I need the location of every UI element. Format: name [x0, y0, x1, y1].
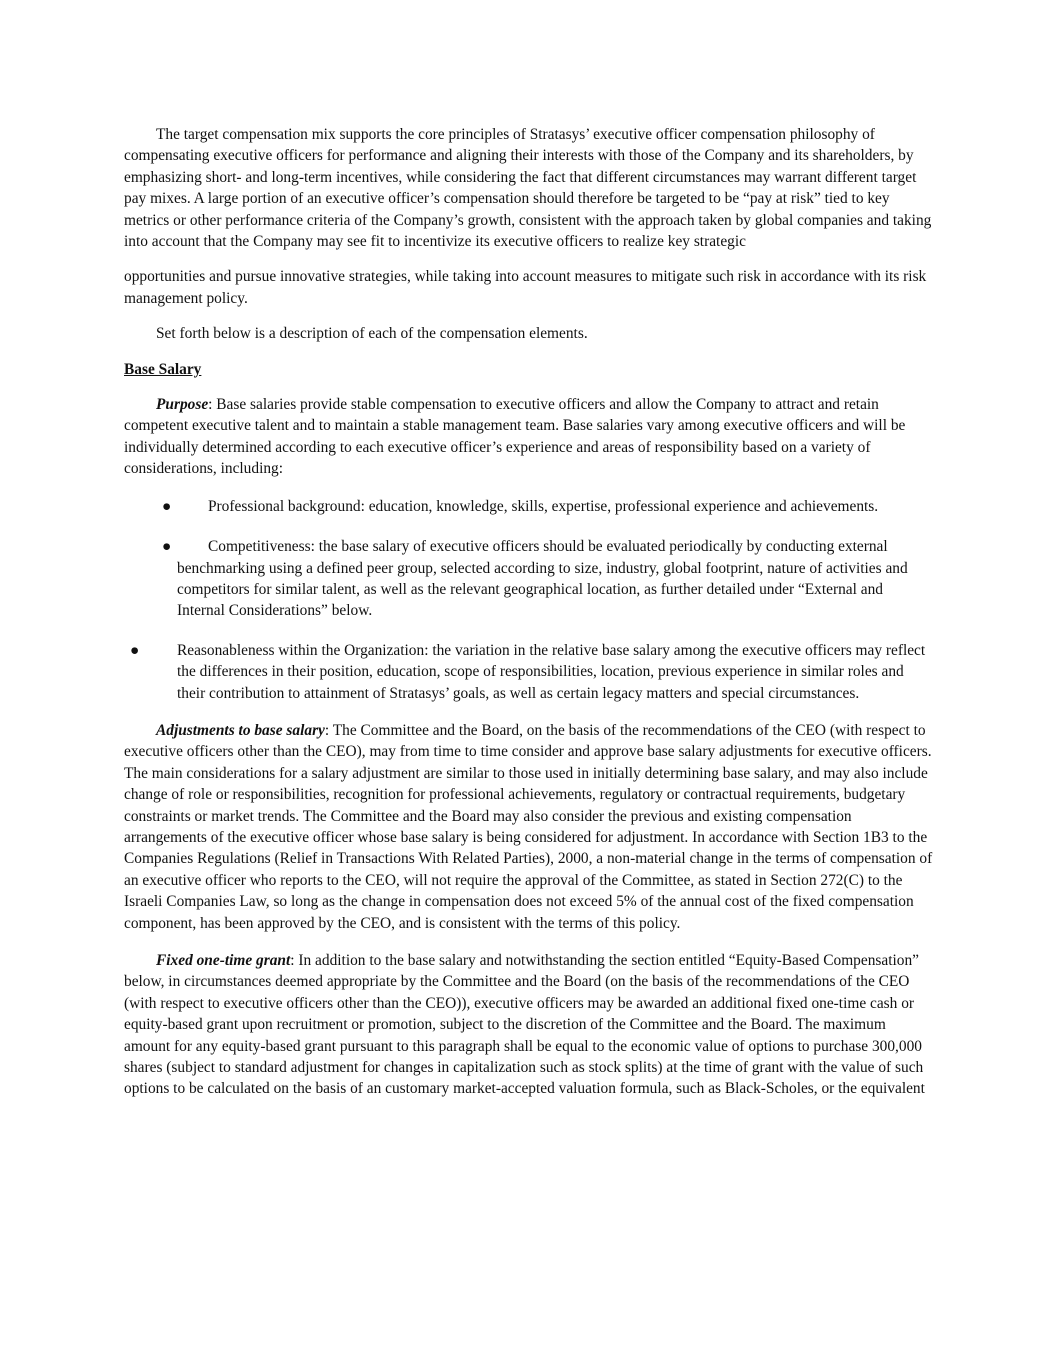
paragraph-purpose — [124, 394, 934, 480]
list-item-competitiveness — [124, 536, 934, 622]
considerations-list — [124, 496, 934, 704]
bullet-icon: ● — [130, 641, 140, 659]
onetime-text: : In addition to the base salary and notwithstanding the section entitled “Equity-Based Compensation” below, in circumstances deemed appropriate by the Committee and the Board (on the basis of the recommendations of the CEO (with respect to executive officers other than the CEO)), executive officers may be awarded an additional fixed one-time cash or equity-based grant upon recruitment or promotion, subject to the discretion of the Committee and the Board. The maximum amount for any equity-based grant pursuant to this paragraph shall be equal to the economic value of options to purchase 300,000 shares (subject to standard adjustment for changes in capitalization such as stock splits) at the time of grant with the value of such options to be calculated on the basis of an customary market-accepted valuation formula, such as Black-Scholes, or the equivalent — [124, 952, 925, 1098]
list-item-text: Competitiveness: the base salary of executive officers should be evaluated periodically by conducting external benchmarking using a defined peer group, selected according to size, industry, global footprint, nature of activities and competitors for similar talent, as well as the relevant geographical location, as further detailed under “External and Internal Considerations” below. — [177, 538, 908, 620]
paragraph-fixed-one-time-grant — [124, 950, 934, 1100]
document-page — [124, 124, 934, 1100]
paragraph-adjustments — [124, 720, 934, 934]
adjustments-text: : The Committee and the Board, on the basis of the recommendations of the CEO (with respect to executive officers other than the CEO), may from time to time consider and approve base salary adjustments for executive officers. The main considerations for a salary adjustment are similar to those used in initially determining base salary, and may also include change of role or responsibilities, recognition for professional achievements, regulatory or contractual requirements, budgetary constraints or market trends. The Committee and the Board may also consider the previous and existing compensation arrangements of the executive officer whose base salary is being considered for adjustment. In accordance with Section 1B3 to the Companies Regulations (Relief in Transactions With Related Parties), 2000, a non-material change in the terms of compensation of an executive officer who reports to the CEO, will not require the approval of the Committee, as stated in Section 272(C) to the Israeli Companies Law, so long as the change in compensation does not exceed 5% of the annual cost of the fixed compensation component, has been approved by the CEO, and is consistent with the terms of this policy. — [124, 721, 933, 932]
adjustments-lead: Adjustments to base salary — [156, 721, 325, 739]
heading-text: Base Salary — [124, 360, 202, 378]
bullet-icon: ● — [162, 497, 172, 515]
paragraph-compensation-mix-continued: opportunities and pursue innovative strategies, while taking into account measures to mitigate such risk in accordance with its risk management policy. — [124, 268, 927, 307]
purpose-lead: Purpose — [156, 396, 209, 414]
list-item-reasonableness — [124, 640, 934, 704]
paragraph-set-forth: Set forth below is a description of each of the compensation elements. — [156, 325, 588, 343]
bullet-icon: ● — [162, 538, 172, 556]
paragraph-compensation-mix: The target compensation mix supports the core principles of Stratasys’ executive officer compensation philosophy of compensating executive officers for performance and aligning their interests with those of the Company and its shareholders, by emphasizing short- and long-term incentives, while considering the fact that different circumstances may warrant different target pay mixes. A large portion of an executive officer’s compensation should therefore be targeted to be “pay at risk” tied to key metrics or other performance criteria of the Company’s growth, consistent with the approach taken by global companies and taking into account that the Company may see fit to incentivize its executive officers to realize key strategic — [124, 126, 932, 251]
purpose-text: : Base salaries provide stable compensation to executive officers and allow the Company to attract and retain competent executive talent and to maintain a stable management team. Base salaries vary among executive officers and will be individually determined according to each executive officer’s experience and areas of responsibility based on a variety of considerations, including: — [124, 396, 906, 478]
list-item-text: Professional background: education, knowledge, skills, expertise, professional experience and achievements. — [208, 497, 879, 515]
section-heading-base-salary — [124, 359, 934, 380]
onetime-lead: Fixed one-time grant — [156, 952, 291, 969]
list-item-professional-background — [124, 496, 934, 517]
list-item-text: Reasonableness within the Organization: the variation in the relative base salary among the executive officers may reflect the differences in their position, education, scope of responsibilities, location, previous experience in similar roles and their contribution to attainment of Stratasys’ goals, as well as certain legacy matters and special circumstances. — [177, 641, 926, 702]
